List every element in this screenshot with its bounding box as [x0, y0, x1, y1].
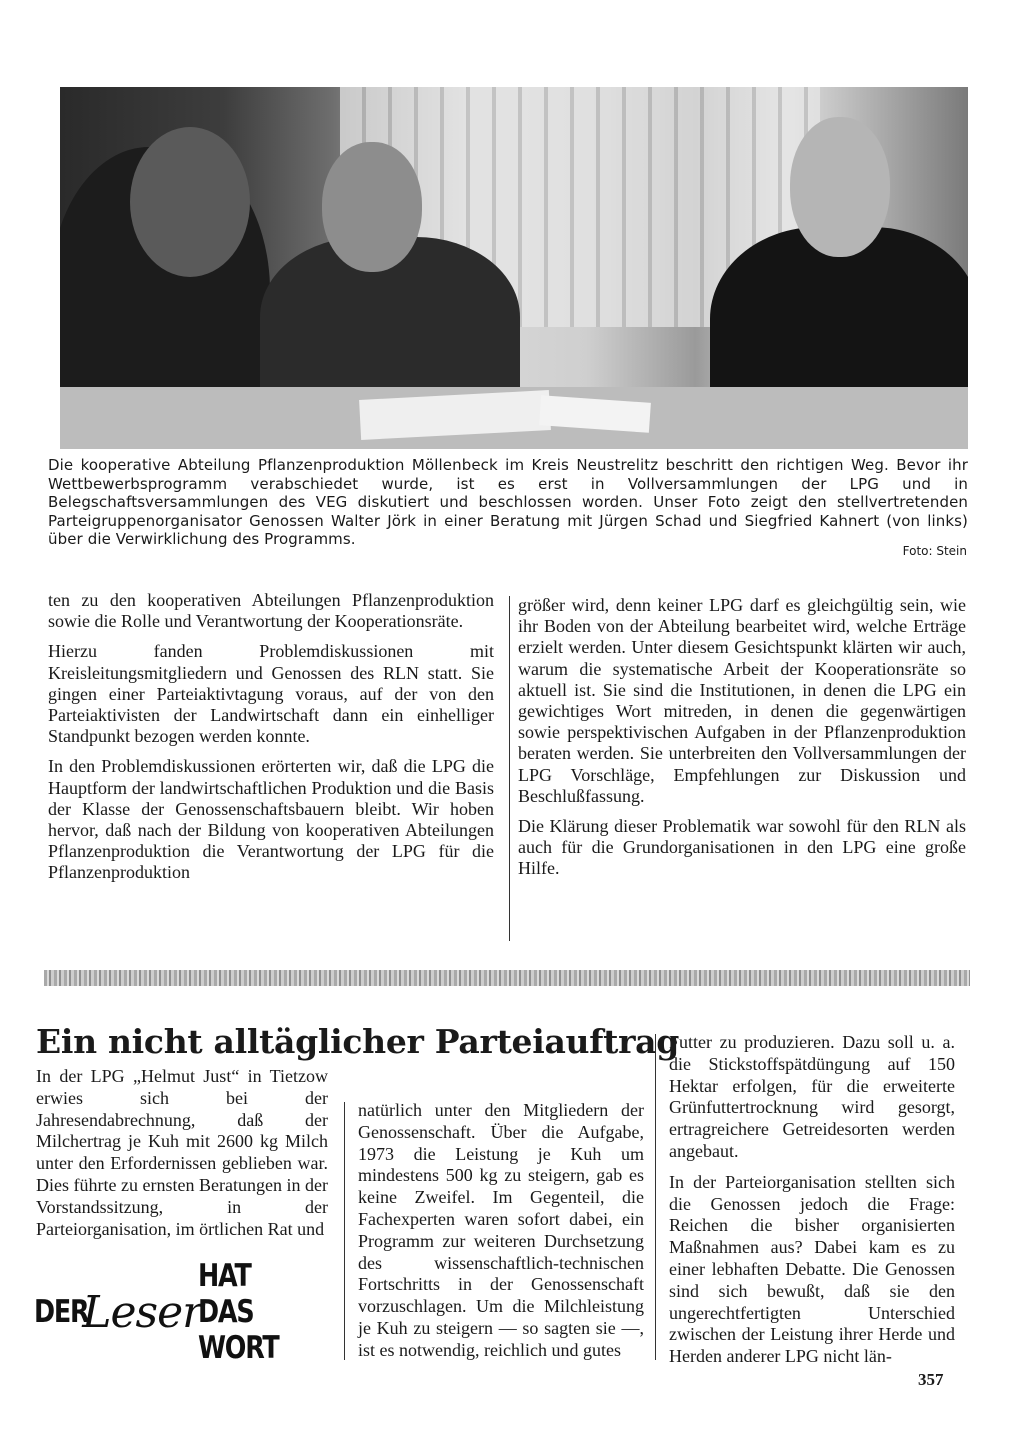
paragraph: Hierzu fanden Problemdiskussionen mit Kreisleitungsmitgliedern und Genossen des RLN statt. Sie gingen einer Parteiaktivtagung voraus, auf der von den Parteiaktivisten der Landwirtschaft dann ein einhelliger Standpunkt bezogen werden konnte. [48, 641, 494, 747]
column-divider [509, 596, 510, 941]
photo-credit: Foto: Stein [902, 544, 967, 558]
article-headline: Ein nicht alltäglicher Parteiauftrag [36, 1022, 680, 1061]
column-divider [344, 1102, 345, 1360]
paragraph: Die Klärung dieser Problematik war sowohl für den RLN als auch für die Grundorganisationen in den LPG eine große Hilfe. [518, 816, 966, 879]
photo-caption: Die kooperative Abteilung Pflanzenproduktion Möllenbeck im Kreis Neustrelitz beschritt den richtigen Weg. Bevor ihr Wettbewerbsprogramm verabschiedet wurde, ist es erst in Vollversammlungen der LPG und in Belegschaftsversammlungen des VEG diskutiert und beschlossen worden. Unser Foto zeigt den stellvertretenden Parteigruppenorganisator Genossen Walter Jörk in einer Beratung mit Jürgen Schad und Siegfried Kahnert (von links) über die Verwirklichung des Programms. [48, 456, 968, 548]
page-number: 357 [918, 1370, 944, 1389]
upper-article-column-2 [518, 595, 966, 889]
der-leser-hat-das-wort-logo: DER Leser HAT DAS WORT [34, 1258, 279, 1366]
lower-article-column-1 [36, 1066, 328, 1249]
paragraph: natürlich unter den Mitgliedern der Genossenschaft. Über die Aufgabe, 1973 die Leistung je Kuh um mindestens 500 kg zu steigern, gab es keine Zweifel. Im Gegenteil, die Fachexperten waren sofort dabei, ein Programm zur weiteren Durchsetzung des wissenschaftlich-technischen Fortschritts in der Genossenschaft vorzuschlagen. Um die Milchleistung je Kuh zu steigern — so sagten sie —, ist es notwendig, reichlich und gutes [358, 1100, 644, 1360]
lower-article-column-2 [358, 1100, 644, 1371]
paragraph: größer wird, denn keiner LPG darf es gleichgültig sein, wie ihr Boden von der Abteilung bearbeitet wird, welche Erträge erzielt werden. Unter diesem Gesichtspunkt klärten wir auch, warum die systematische Arbeit der Kooperationsräte so aktuell ist. Sie sind die Institutionen, in denen die LPG ein gewichtiges Wort mitreden, in denen die gegenwärtigen sowie perspektivischen Aufgaben in der Pflanzenproduktion beraten werden. Sie unterbreiten den Vollversammlungen der LPG Vorschläge, Empfehlungen zur Diskussion und Beschlußfassung. [518, 595, 966, 806]
lower-article-column-3 [669, 1032, 955, 1377]
paragraph: ten zu den kooperativen Abteilungen Pflanzenproduktion sowie die Rolle und Verantwortung der Kooperationsräte. [48, 590, 494, 632]
column-divider [655, 1034, 656, 1360]
paragraph: Futter zu produzieren. Dazu soll u. a. die Stickstoffspätdüngung auf 150 Hektar erfolgen, für die erweiterte Grünfuttertrocknung wird gesorgt, ertragreichere Getreidesorten werden angebaut. [669, 1032, 955, 1161]
upper-article-column-1 [48, 590, 494, 893]
section-divider-band [44, 970, 970, 986]
paragraph: In der LPG „Helmut Just“ in Tietzow erwies sich bei der Jahresendabrechnung, daß der Milchertrag je Kuh mit 2600 kg Milch unter den Erfordernissen geblieben war. Dies führte zu ernsten Beratungen in der Vorstandssitzung, in der Parteiorganisation, im örtlichen Rat und [36, 1066, 328, 1239]
paragraph: In den Problemdiskussionen erörterten wir, daß die LPG die Hauptform der landwirtschaftlichen Produktion und die Basis der Klasse der Genossenschaftsbauern bleibt. Wir hoben hervor, daß nach der Bildung von kooperativen Abteilungen Pflanzenproduktion die Verantwortung der LPG für die Pflanzenproduktion [48, 756, 494, 883]
meeting-photo [60, 87, 968, 449]
paragraph: In der Parteiorganisation stellten sich die Genossen jedoch die Frage: Reichen die bisher organisierten Maßnahmen aus? Dabei kam es zu einer lebhaften Debatte. Die Genossen sind sich bewußt, daß sie den ungerechtfertigten Unterschied zwischen der Leistung ihrer Herde und Herden anderer LPG nicht län- [669, 1171, 955, 1367]
